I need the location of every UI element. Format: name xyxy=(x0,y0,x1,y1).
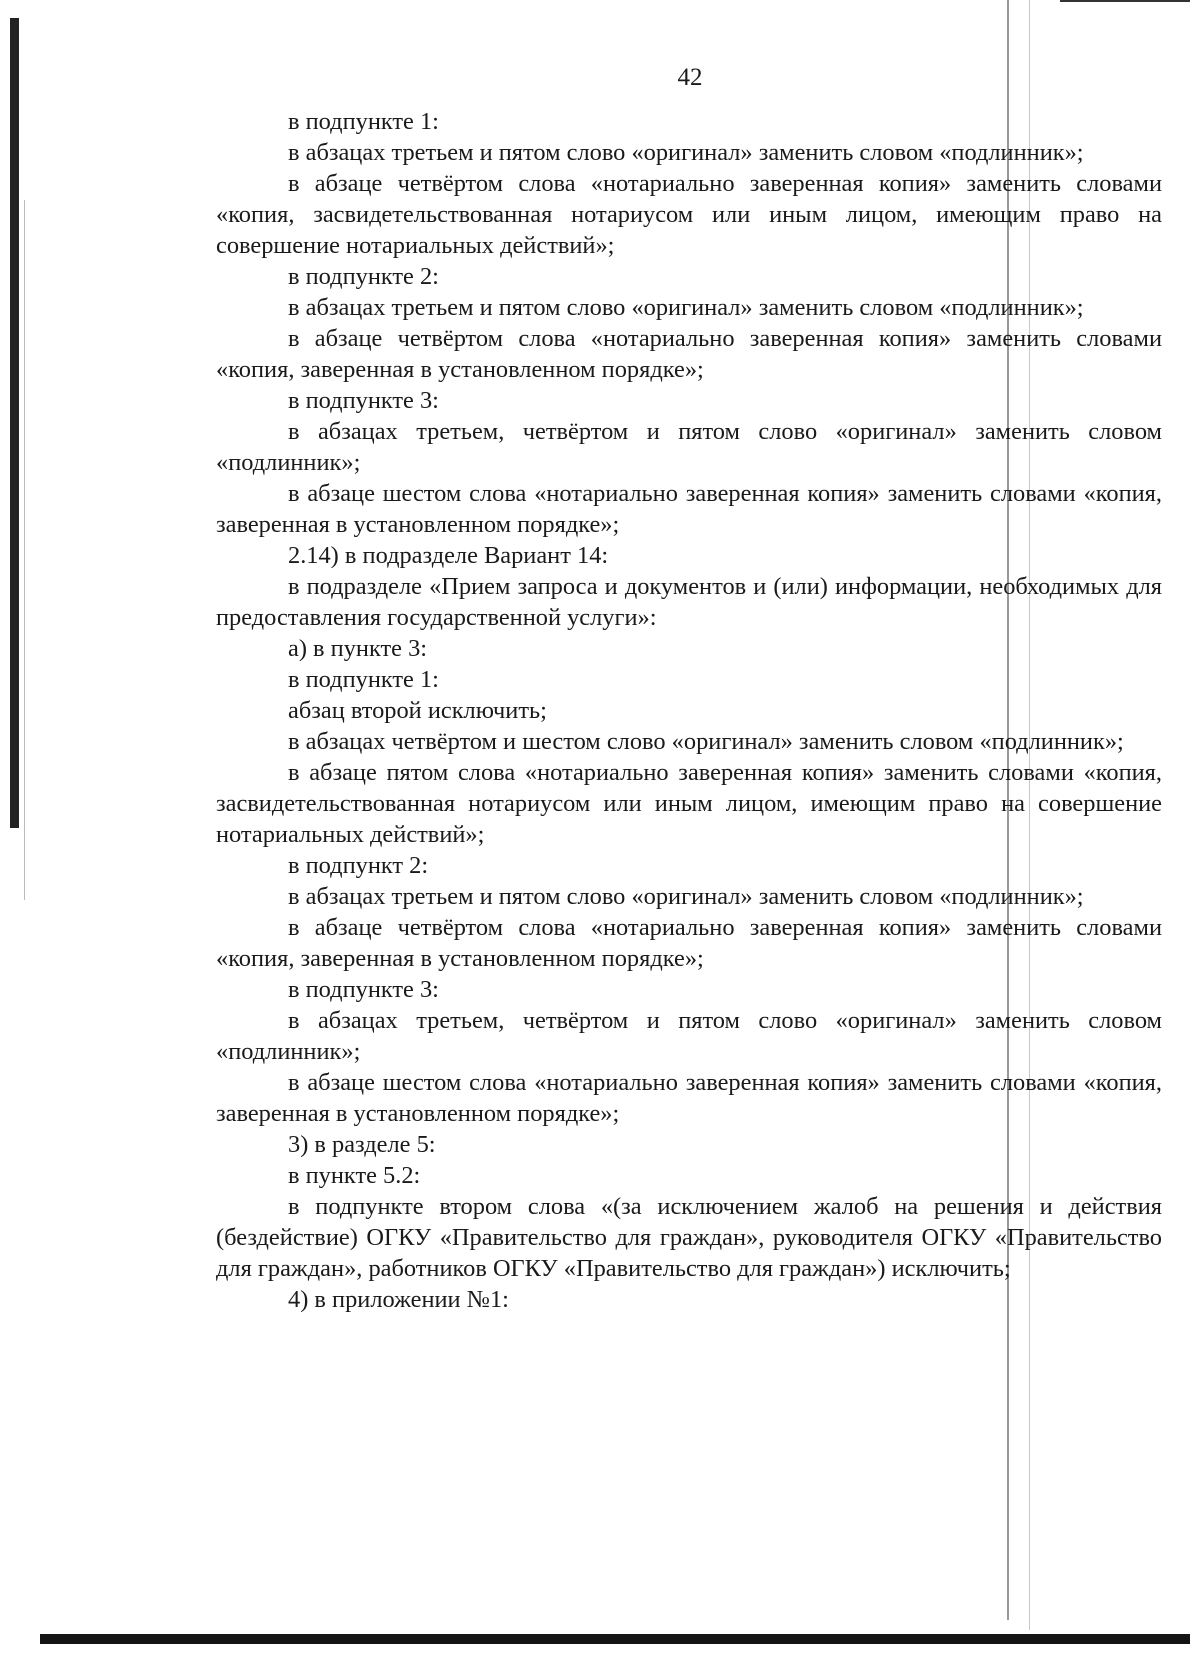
paragraph: в подпункте втором слова «(за исключением жалоб на решения и действия (бездействие) ОГКУ «Правительство для граждан», руководителя ОГКУ «Правительство для граждан», работников ОГКУ «Правительство для граждан») исключить; xyxy=(216,1193,1162,1282)
paragraph: в абзаце четвёртом слова «нотариально заверенная копия» заменить словами «копия, засвидетельствованная нотариусом или иным лицом, имеющим право на совершение нотариальных действий»; xyxy=(216,170,1162,259)
scan-top-rule xyxy=(1060,0,1190,2)
paragraph: в абзацах третьем и пятом слово «оригинал» заменить словом «подлинник»; xyxy=(288,139,1084,166)
paragraph: в подпункте 1: xyxy=(288,666,439,693)
scan-margin-bar xyxy=(10,18,19,828)
paragraph: в подразделе «Прием запроса и документов и (или) информации, необходимых для предоставления государственной услуги»: xyxy=(216,573,1162,631)
paragraph: в абзацах четвёртом и шестом слово «оригинал» заменить словом «подлинник»; xyxy=(288,728,1124,755)
paragraph: в абзацах третьем, четвёртом и пятом слово «оригинал» заменить словом «подлинник»; xyxy=(216,418,1162,476)
scan-margin-line xyxy=(24,200,25,900)
paragraph: в абзаце четвёртом слова «нотариально заверенная копия» заменить словами «копия, заверенная в установленном порядке»; xyxy=(216,914,1162,972)
paragraph: в абзацах третьем и пятом слово «оригинал» заменить словом «подлинник»; xyxy=(288,294,1084,321)
paragraph: в подпункте 1: xyxy=(288,108,439,135)
paragraph: в пункте 5.2: xyxy=(288,1162,421,1189)
paragraph: в подпункт 2: xyxy=(288,852,429,879)
paragraph: в абзаце четвёртом слова «нотариально заверенная копия» заменить словами «копия, заверенная в установленном порядке»; xyxy=(216,325,1162,383)
paragraph: 2.14) в подразделе Вариант 14: xyxy=(288,542,609,569)
page-number: 42 xyxy=(677,64,703,91)
paragraph: в подпункте 2: xyxy=(288,263,439,290)
document-body xyxy=(216,106,1162,1315)
paragraph: в подпункте 3: xyxy=(288,387,439,414)
paragraph: в абзацах третьем и пятом слово «оригинал» заменить словом «подлинник»; xyxy=(288,883,1084,910)
paragraph: в абзаце шестом слова «нотариально заверенная копия» заменить словами «копия, заверенная в установленном порядке»; xyxy=(216,480,1162,538)
paragraph: а) в пункте 3: xyxy=(288,635,428,662)
paragraph: в абзаце пятом слова «нотариально заверенная копия» заменить словами «копия, засвидетельствованная нотариусом или иным лицом, имеющим право на совершение нотариальных действий»; xyxy=(216,759,1162,848)
paragraph: абзац второй исключить; xyxy=(288,697,547,724)
paragraph: 4) в приложении №1: xyxy=(288,1286,509,1313)
paragraph: в подпункте 3: xyxy=(288,976,439,1003)
paragraph: в абзаце шестом слова «нотариально заверенная копия» заменить словами «копия, заверенная в установленном порядке»; xyxy=(216,1069,1162,1127)
paragraph: в абзацах третьем, четвёртом и пятом слово «оригинал» заменить словом «подлинник»; xyxy=(216,1007,1162,1065)
scan-bottom-rule xyxy=(40,1634,1190,1644)
paragraph: 3) в разделе 5: xyxy=(288,1131,436,1158)
